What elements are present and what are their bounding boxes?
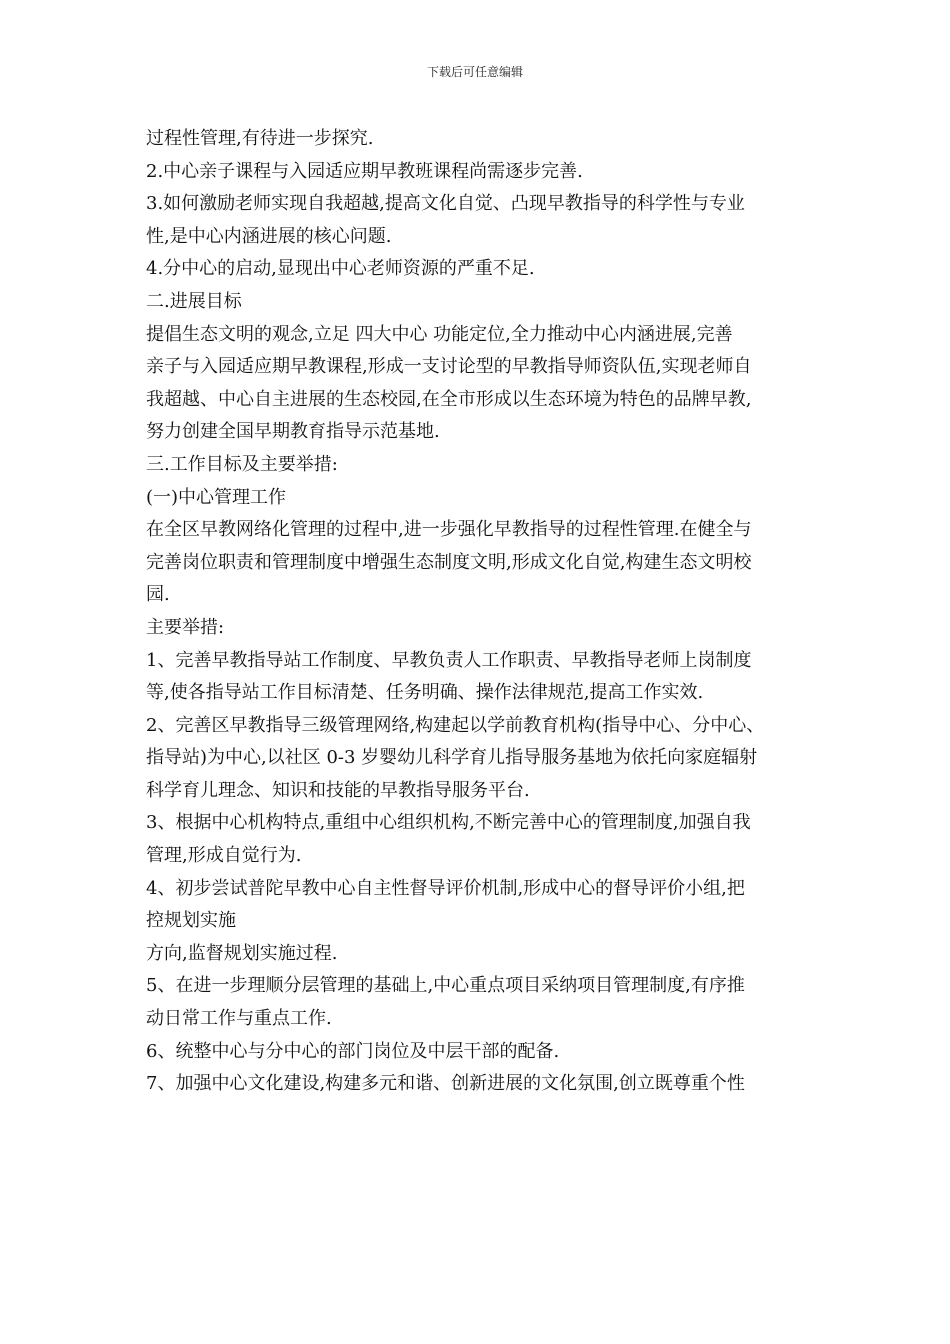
section-heading: 二.进展目标 [146,290,242,312]
list-item-line: 方向,监督规划实施过程. [146,942,338,964]
paragraph-line: 过程性管理,有待进一步探究. [146,128,374,149]
paragraph-line: 性,是中心内涵进展的核心问题. [146,225,392,247]
paragraph-line: 2.中心亲子课程与入园适应期早教班课程尚需逐步完善. [146,160,583,182]
page-header: 下载后可任意编辑 [426,65,523,79]
section-heading: 三.工作目标及主要举措: [146,453,338,475]
list-item-line: 1、完善早教指导站工作制度、早教负责人工作职责、早教指导老师上岗制度 [146,649,752,671]
subsection-heading: (一)中心管理工作 [146,486,287,508]
document-body [146,123,818,1101]
list-item-line: 3、根据中心机构特点,重组中心组织机构,不断完善中心的管理制度,加强自我 [146,812,751,834]
list-item-line: 指导站)为中心,以社区 0-3 岁婴幼儿科学育儿指导服务基地为依托向家庭辐射 [146,747,758,769]
list-item-line: 控规划实施 [146,910,236,932]
paragraph-line: 亲子与入园适应期早教课程,形成一支讨论型的早教指导师资队伍,实现老师自 [146,356,752,378]
list-item-line: 管理,形成自觉行为. [146,845,302,867]
list-item-line: 5、在进一步理顺分层管理的基础上,中心重点项目采纳项目管理制度,有序推 [146,975,745,997]
paragraph-line: 完善岗位职责和管理制度中增强生态制度文明,形成文化自觉,构建生态文明校 [146,551,752,573]
paragraph-line: 园. [146,584,170,606]
list-item-line: 2、完善区早教指导三级管理网络,构建起以学前教育机构(指导中心、分中心、 [146,714,765,736]
list-item-line: 4、初步尝试普陀早教中心自主性督导评价机制,形成中心的督导评价小组,把 [146,877,745,899]
paragraph-line: 我超越、中心自主进展的生态校园,在全市形成以生态环境为特色的品牌早教, [146,388,752,410]
paragraph-line: 主要举措: [146,616,225,638]
list-item-line: 6、统整中心与分中心的部门岗位及中层干部的配备. [146,1040,560,1062]
paragraph-line: 在全区早教网络化管理的过程中,进一步强化早教指导的过程性管理.在健全与 [146,519,752,541]
list-item-line: 等,使各指导站工作目标清楚、任务明确、操作法律规范,提高工作实效. [146,682,704,704]
paragraph-line: 3.如何激励老师实现自我超越,提高文化自觉、凸现早教指导的科学性与专业 [146,193,745,215]
paragraph-line: 提倡生态文明的观念,立足 四大中心 功能定位,全力推动中心内涵进展,完善 [146,323,733,345]
list-item-line: 7、加强中心文化建设,构建多元和谐、创新进展的文化氛围,创立既尊重个性 [146,1073,745,1095]
list-item-line: 科学育儿理念、知识和技能的早教指导服务平台. [146,779,530,801]
paragraph-line: 努力创建全国早期教育指导示范基地. [146,421,440,443]
list-item-line: 动日常工作与重点工作. [146,1008,332,1030]
paragraph-line: 4.分中心的启动,显现出中心老师资源的严重不足. [146,258,535,280]
